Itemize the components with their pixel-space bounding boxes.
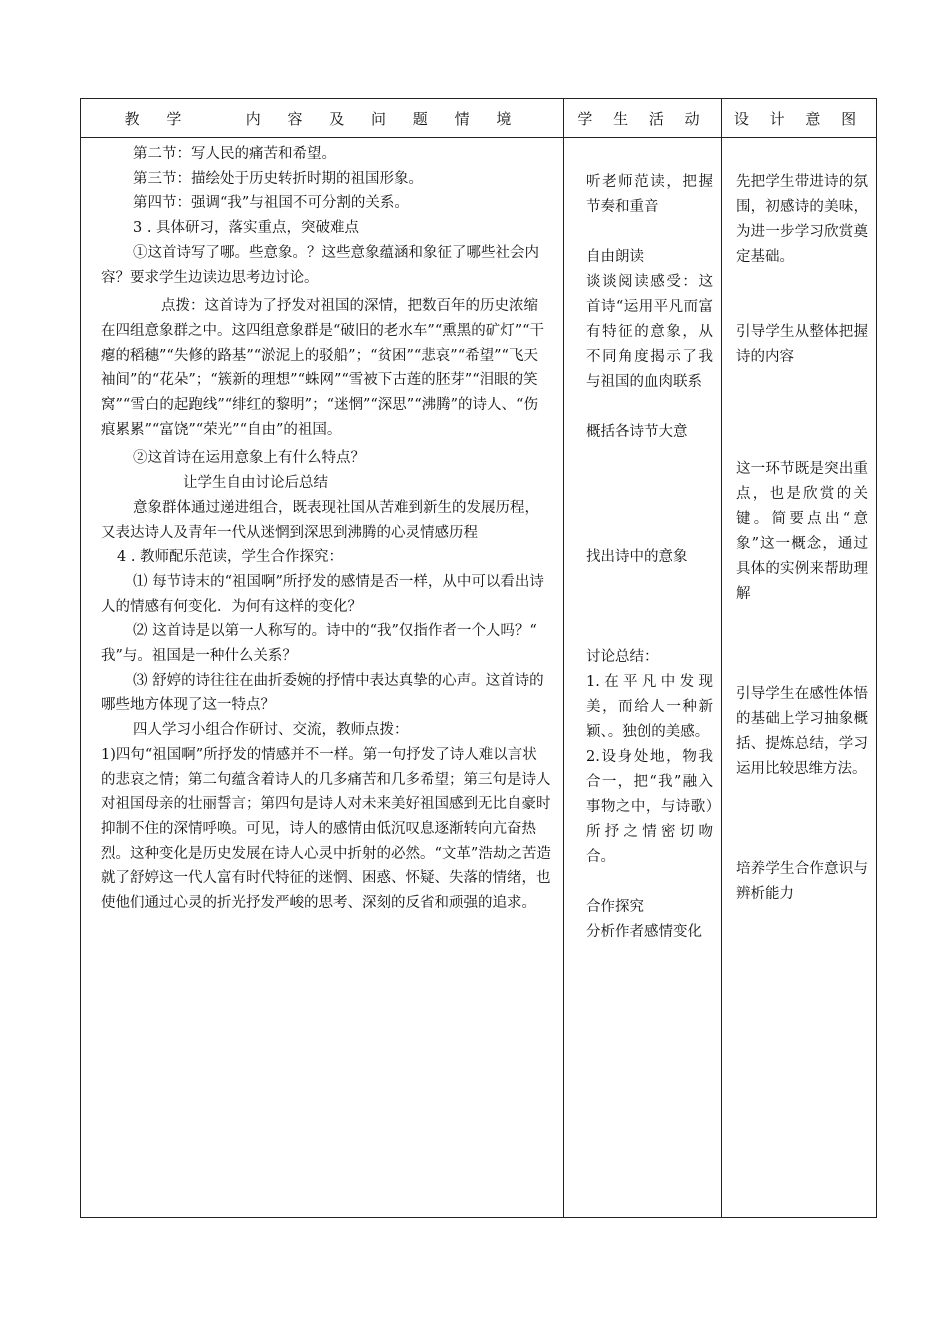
activity-text: 找出诗中的意象 [586, 549, 688, 565]
activity-text: 听老师范读，把握节奏和重音 [586, 174, 713, 215]
header-design-intent-label: 设 计 意 图 [733, 109, 865, 128]
intent-text: 先把学生带进诗的氛围，初感诗的美味，为进一步学习欣赏奠定基础。 [736, 174, 868, 265]
content-paragraph: 点拨：这首诗为了抒发对祖国的深情，把数百年的历史浓缩在四组意象群之中。这四组意象群是“破旧的老水车”“熏黑的矿灯”“干瘪的稻穗”“失修的路基”“淤泥上的驳船”；“贫困”“悲哀”“希望”“飞天袖间”的“花朵”；“簇新的理想”“蛛网”“雪被下古莲的胚芽”“泪眼的笑窝”“雪白的起跑线”“绯红的黎明”；“迷惘”“深思”“沸腾”的诗人、“伤痕累累”“富饶”“荣光”“自由”的祖国。 [101, 298, 545, 438]
activity-text: 分析作者感情变化 [586, 924, 702, 940]
header-student-activity-label: 学 生 活 动 [577, 109, 708, 128]
content-paragraph: 意象群体通过递进组合，既表现社国从苦难到新生的发展历程，又表达诗人及青年一代从迷惘到深思到沸腾的心灵情感历程 [101, 499, 539, 541]
activity-text: 讨论总结： [586, 649, 659, 665]
content-paragraph: 第二节：写人民的痛苦和希望。 [133, 146, 336, 162]
table-body-row [81, 138, 877, 1218]
intent-text: 这一环节既是突出重点，也是欣赏的关键。简要点出“意象”这一概念，通过具体的实例来帮助理解 [736, 461, 868, 602]
activity-text: 1.在平凡中发现美，而给人一种新颖、。独创的美感。 [586, 674, 713, 740]
intent-text: 引导学生从整体把握诗的内容 [736, 324, 868, 365]
content-paragraph: 1)四句“祖国啊”所抒发的情感并不一样。第一句抒发了诗人难以言状的悲哀之情；第二句蕴含着诗人的几多痛苦和几多希望；第三句是诗人对祖国母亲的壮丽誓言；第四句是诗人对未来美好祖国感到无比自豪时抑制不住的深情呼唤。可见，诗人的感情由低沉叹息逐渐转向亢奋热烈。这种变化是历史发展在诗人心灵中折射的必然。“文革”浩劫之苦造就了舒婷这一代人富有时代特征的迷惘、困惑、怀疑、失落的情绪，也使他们通过心灵的折光抒发严峻的思考、深刻的反省和顽强的追求。 [101, 746, 551, 912]
lesson-plan-table [80, 98, 877, 1218]
content-paragraph: ②这首诗在运用意象上有什么特点？ [133, 450, 365, 467]
content-paragraph: 四人学习小组合作研讨、交流，教师点拨： [133, 722, 409, 739]
header-design-intent [722, 99, 877, 138]
content-paragraph: ①这首诗写了哪。些意象。？这些意象蕴涵和象征了哪些社会内容？要求学生边读边思考边讨论。 [101, 244, 539, 286]
design-intent-cell [722, 138, 877, 1218]
activity-text: 谈谈阅读感受：这首诗“运用平凡而富有特征的意象，从不同角度揭示了我与祖国的血肉联系 [586, 274, 713, 390]
content-paragraph: 4 . 教师配乐范读，学生合作探究： [117, 549, 344, 566]
activity-text: 概括各诗节大意 [586, 424, 688, 440]
activity-text: 自由朗读 [586, 249, 644, 265]
content-paragraph: 第三节：描绘处于历史转折时期的祖国形象。 [133, 170, 423, 187]
content-paragraph: 让学生自由讨论后总结 [183, 475, 328, 492]
content-paragraph: 第四节：强调“我”与祖国不可分割的关系。 [133, 195, 409, 212]
intent-text: 引导学生在感性体悟的基础上学习抽象概括、提炼总结，学习运用比较思维方法。 [736, 686, 868, 777]
intent-text: 培养学生合作意识与辨析能力 [736, 861, 868, 902]
content-paragraph: ⑶ 舒婷的诗往往在曲折委婉的抒情中表达真挚的心声。这首诗的哪些地方体现了这一特点？ [101, 672, 544, 714]
table-header-row [81, 99, 877, 138]
content-paragraph: 3 . 具体研习，落实重点，突破难点 [133, 220, 360, 237]
activity-text: 合作探究 [586, 899, 644, 915]
header-teaching-content-label: 教 学 内 容 及 问 题 情 境 [124, 109, 520, 128]
student-activity-cell [564, 138, 722, 1218]
teaching-content-cell [81, 138, 564, 1218]
header-student-activity [564, 99, 722, 138]
content-paragraph: ⑴ 每节诗末的“祖国啊”所抒发的感情是否一样，从中可以看出诗人的情感有何变化．为何有这样的变化？ [101, 573, 544, 615]
activity-text: 2.设身处地，物我合一，把“我”融入事物之中，与诗歌）所抒之情密切吻合。 [586, 749, 713, 865]
content-paragraph: ⑵ 这首诗是以第一人称写的。诗中的“我”仅指作者一个人吗？“ 我”与。祖国是一种什么关系？ [101, 623, 537, 665]
header-teaching-content [81, 99, 564, 138]
